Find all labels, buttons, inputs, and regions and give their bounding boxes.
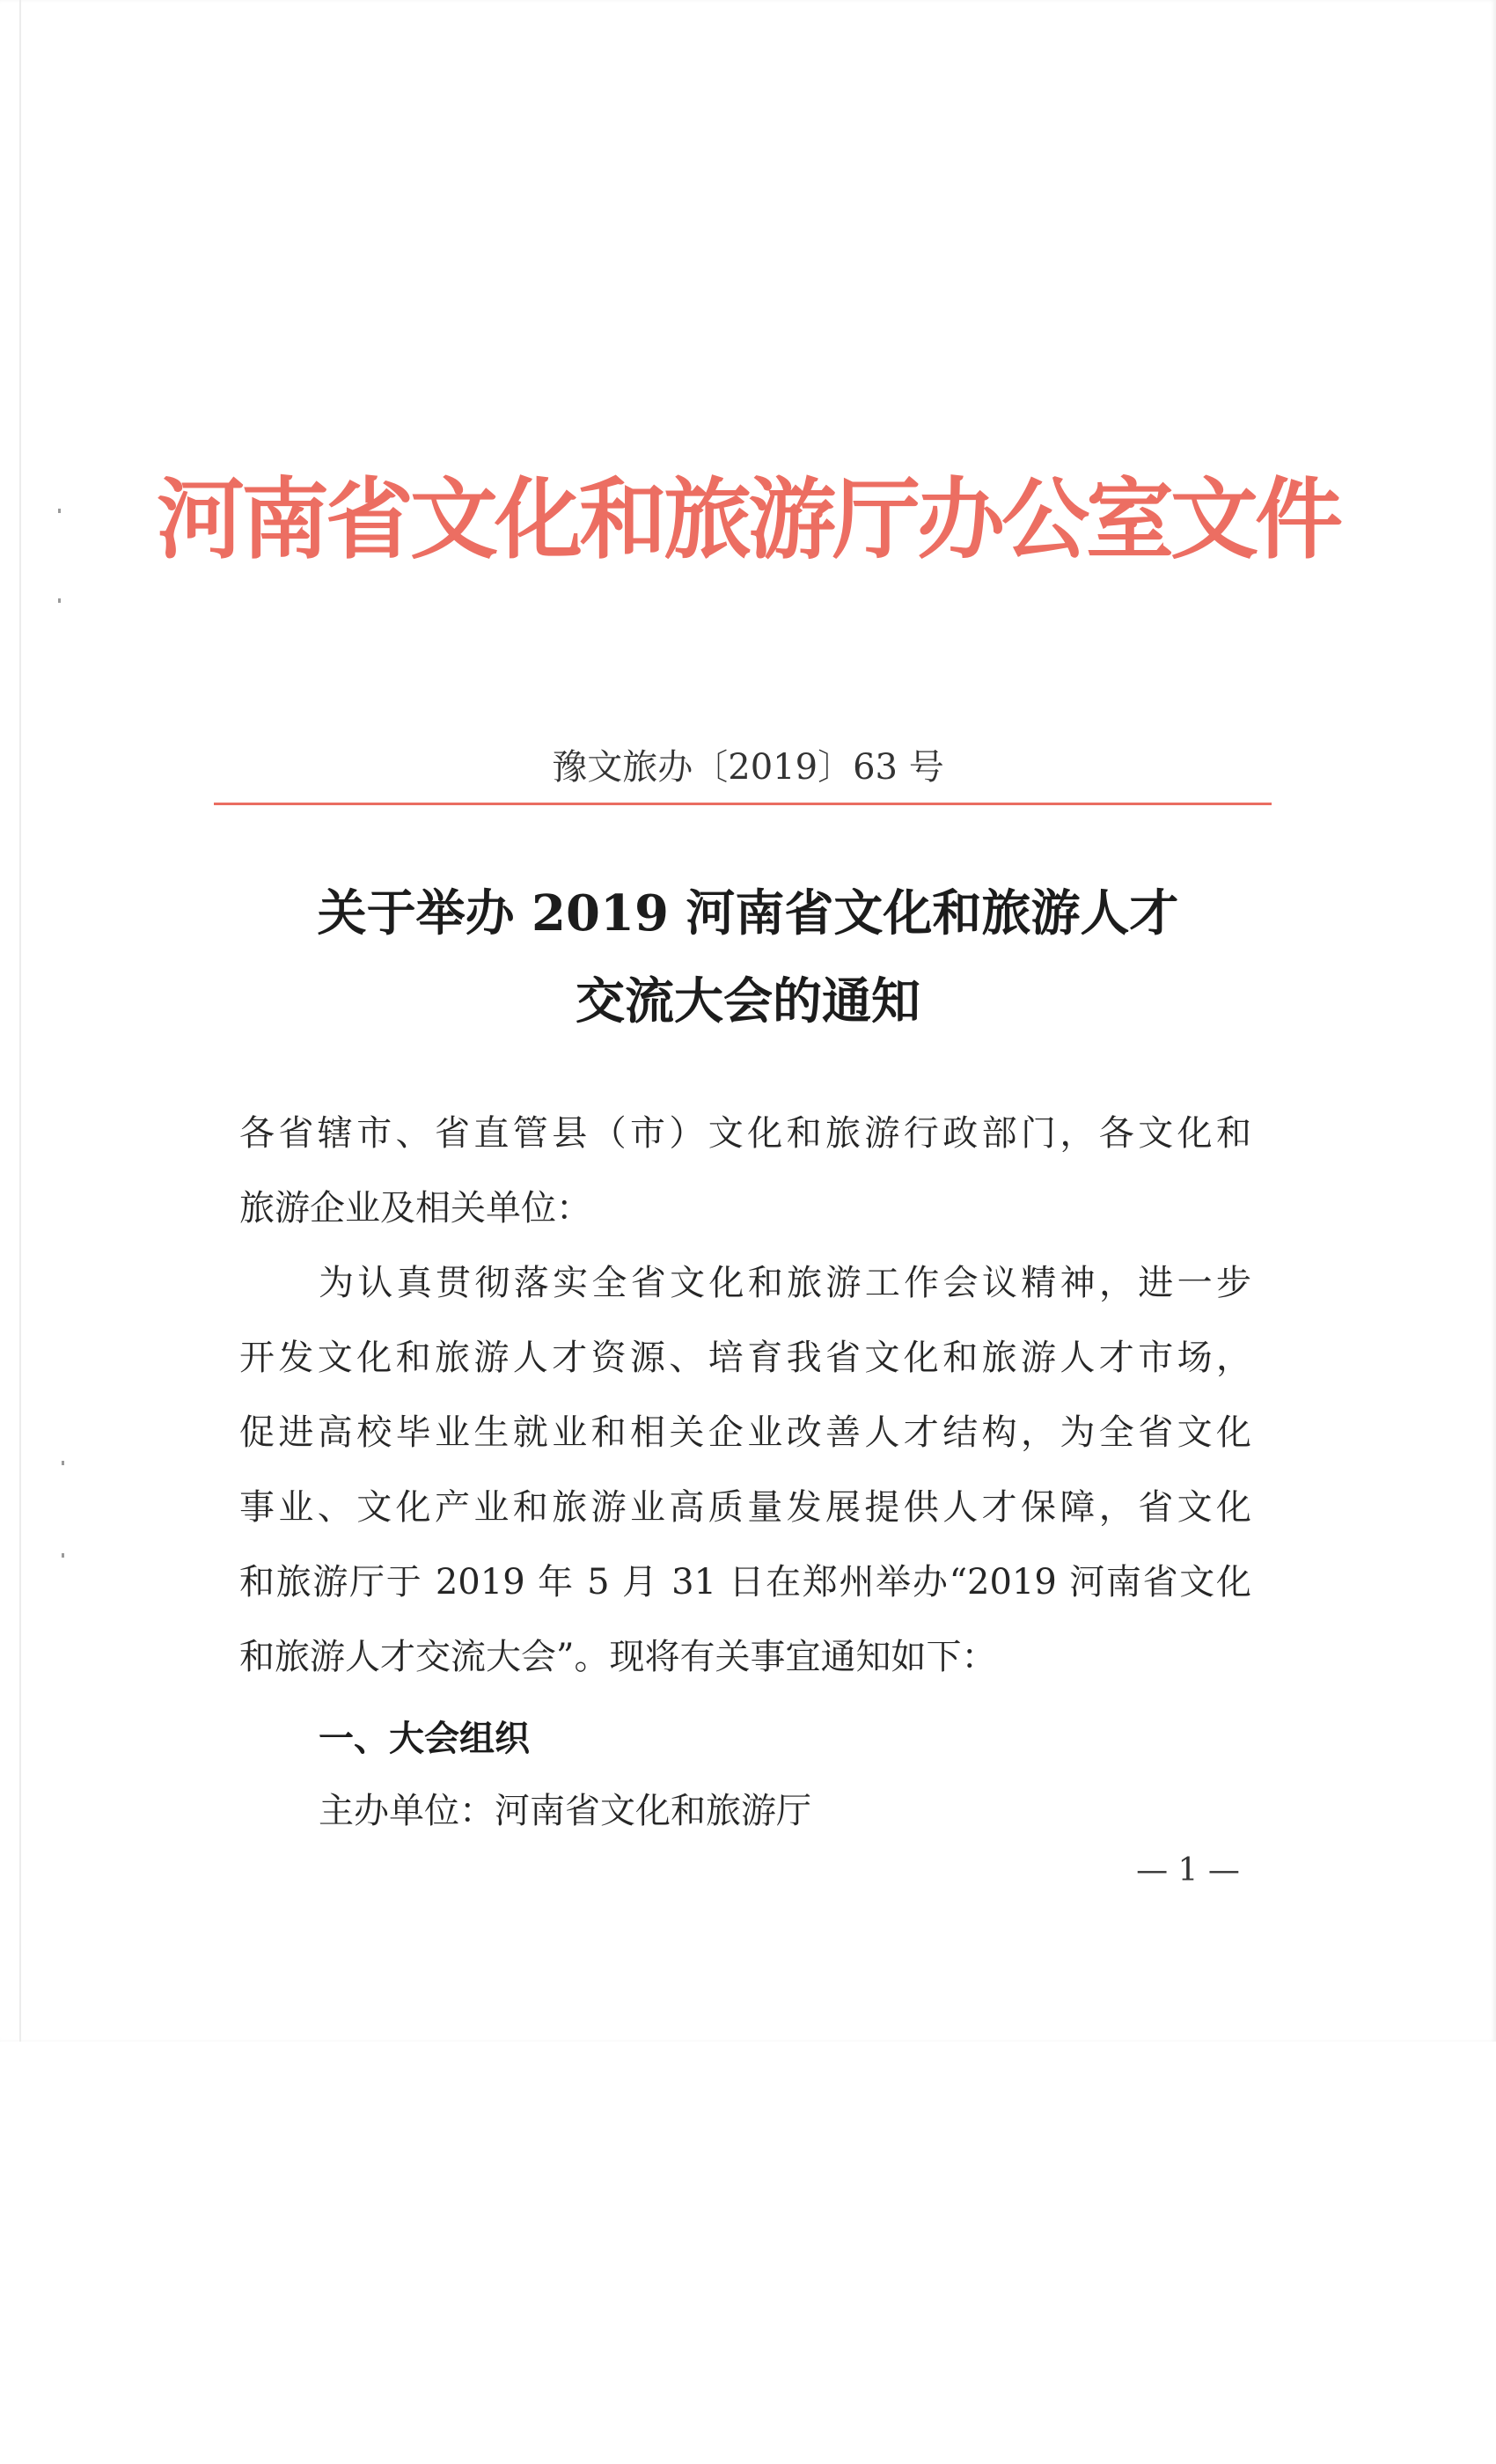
body-line: 和旅游人才交流大会”。现将有关事宜通知如下： xyxy=(239,1637,997,1677)
body-line: 事业、文化产业和旅游业高质量发展提供人才保障，省文化 xyxy=(239,1487,1251,1528)
page-number: — 1 — xyxy=(1136,1852,1240,1888)
letterhead-title: 河南省文化和旅游厅办公室文件 xyxy=(157,467,1339,571)
section-heading: 一、大会组织 xyxy=(319,1719,530,1759)
addressee-line-2: 旅游企业及相关单位： xyxy=(239,1188,591,1228)
body-line: 促进高校毕业生就业和相关企业改善人才结构，为全省文化 xyxy=(239,1412,1251,1453)
body-line: 和旅游厅于 2019 年 5 月 31 日在郑州举办“2019 河南省文化 xyxy=(239,1562,1251,1602)
scan-speck xyxy=(58,598,61,603)
red-divider-line xyxy=(214,803,1272,805)
addressee-line-1: 各省辖市、省直管县（市）文化和旅游行政部门，各文化和 xyxy=(239,1113,1251,1154)
document-number: 豫文旅办〔2019〕63 号 xyxy=(552,747,944,788)
scan-speck xyxy=(62,1461,64,1465)
scan-speck xyxy=(62,1553,64,1558)
body-line: 开发文化和旅游人才资源、培育我省文化和旅游人才市场， xyxy=(239,1338,1251,1378)
organizer-line: 主办单位：河南省文化和旅游厅 xyxy=(319,1791,811,1831)
notice-title-line-1: 关于举办 2019 河南省文化和旅游人才 xyxy=(317,884,1179,942)
notice-title-line-2: 交流大会的通知 xyxy=(576,972,920,1030)
body-line: 为认真贯彻落实全省文化和旅游工作会议精神，进一步 xyxy=(319,1263,1251,1303)
